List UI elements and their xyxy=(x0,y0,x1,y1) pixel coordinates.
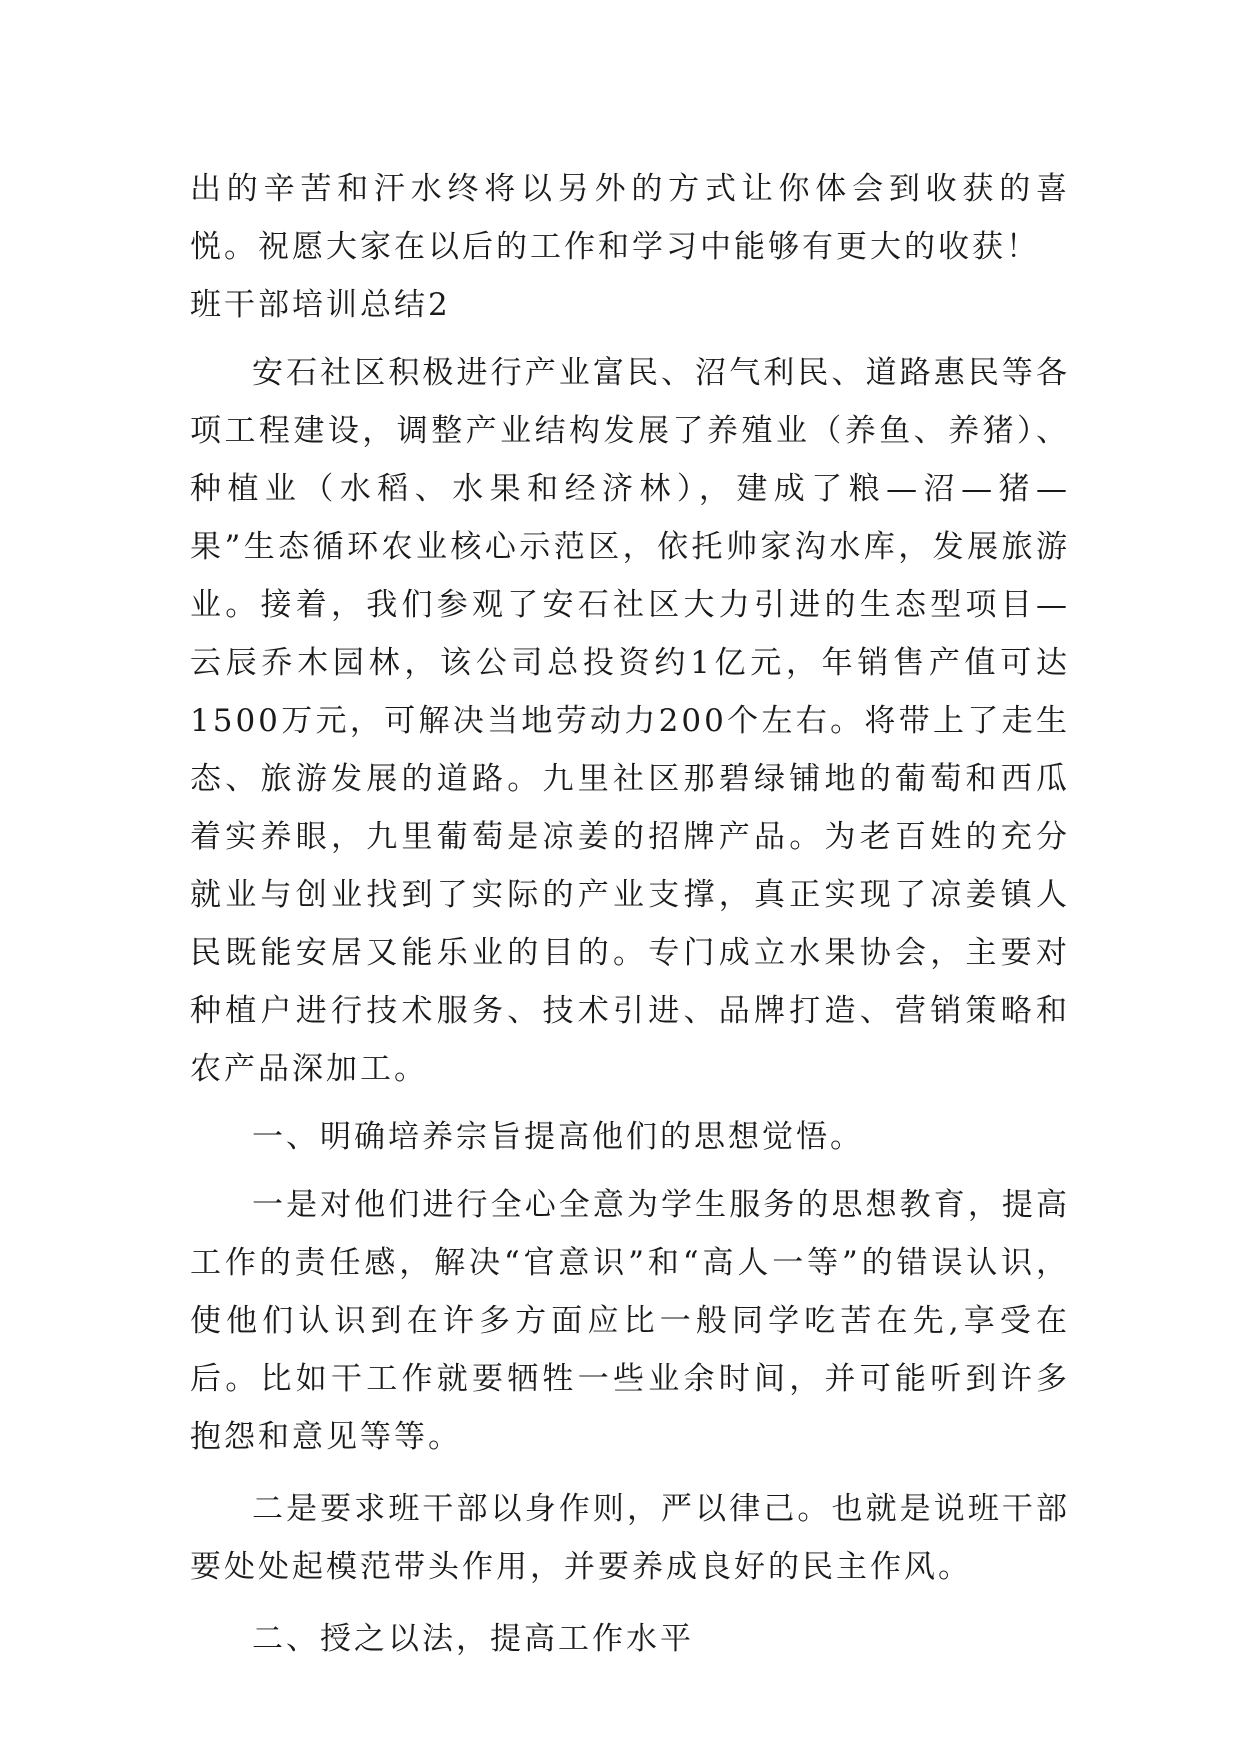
paragraph-community: 安石社区积极进行产业富民、沼气利民、道路惠民等各项工程建设，调整产业结构发展了养殖业（养鱼、养猪）、种植业（水稻、水果和经济林），建成了粮—沼—猪—果”生态循环农业核心示范区，依托帅家沟水库，发展旅游业。接着，我们参观了安石社区大力引进的生态型项目—云辰乔木园林，该公司总投资约1亿元，年销售产值可达1500万元，可解决当地劳动力200个左右。将带上了走生态、旅游发展的道路。九里社区那碧绿铺地的葡萄和西瓜着实养眼，九里葡萄是凉姜的招牌产品。为老百姓的充分就业与创业找到了实际的产业支撑，真正实现了凉姜镇人民既能安居又能乐业的目的。专门成立水果协会，主要对种植户进行技术服务、技术引进、品牌打造、营销策略和农产品深加工。 xyxy=(190,355,1070,1087)
document-body xyxy=(190,160,1070,1668)
paragraph-point-one: 一是对他们进行全心全意为学生服务的思想教育，提高工作的责任感，解决“官意识”和“高人一等”的错误认识，使他们认识到在许多方面应比一般同学吃苦在先,享受在后。比如干工作就要牺牲一些业余时间，并可能听到许多抱怨和意见等等。 xyxy=(190,1187,1070,1455)
paragraph-closing: 出的辛苦和汗水终将以另外的方式让你体会到收获的喜悦。祝愿大家在以后的工作和学习中能够有更大的收获！ xyxy=(190,171,1070,265)
heading-one: 一、明确培养宗旨提高他们的思想觉悟。 xyxy=(252,1119,864,1155)
heading-two: 二、授之以法，提高工作水平 xyxy=(252,1621,694,1657)
section-title: 班干部培训总结2 xyxy=(190,287,451,323)
paragraph-point-two: 二是要求班干部以身作则，严以律己。也就是说班干部要处处起模范带头作用，并要养成良好的民主作风。 xyxy=(190,1491,1070,1585)
